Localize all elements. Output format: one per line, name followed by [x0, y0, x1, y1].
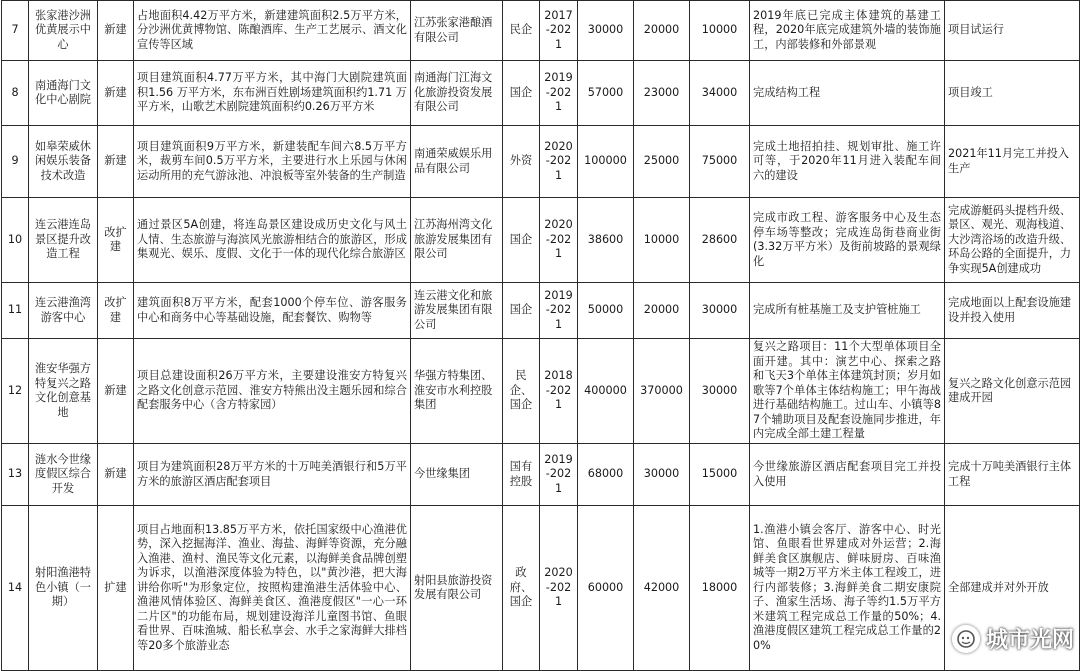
completed-investment: 23000: [634, 61, 690, 126]
row-number: 10: [2, 198, 29, 283]
project-owner: 南通荣威娱乐用品有限公司: [411, 126, 503, 198]
project-owner: 射阳县旅游投资发展有限公司: [411, 506, 503, 671]
annual-target: 完成地面以上配套设施建设并投入使用: [945, 283, 1080, 339]
completed-investment: 20000: [634, 1, 690, 61]
construction-content: 通过景区5A创建，将连岛景区建设成历史文化与风土人情、生态旅游与海滨风光旅游相结合的旅游区，形成集观光、娱乐、度假、文化于一体的现代化综合旅游区: [134, 198, 411, 283]
annual-target: 完成十万吨美酒银行主体工程: [945, 444, 1080, 506]
completed-investment: 10000: [634, 198, 690, 283]
construction-period: 2019-2021: [540, 283, 578, 339]
completed-investment: 20000: [634, 283, 690, 339]
total-investment: 50000: [578, 283, 634, 339]
annual-target: 项目试运行: [945, 1, 1080, 61]
progress-description: 复兴之路项目：11个大型单体项目全面开建。其中：演艺中心、探索之路和飞天3个单体主体建筑封顶；岁月如歌等7个单体主体结构施工；甲午海战进行基础结构施工。过山车、小镇等87个辅助项目及配套设施同步推进，年内完成全部土建工程量: [750, 339, 945, 444]
project-name: 南通海门文化中心剧院: [29, 61, 98, 126]
project-owner: 南通海门江海文化旅游投资发展有限公司: [411, 61, 503, 126]
progress-description: 完成所有桩基施工及支护管桩施工: [750, 283, 945, 339]
construction-type: 扩建: [98, 506, 134, 671]
completed-investment: 25000: [634, 126, 690, 198]
annual-target: 项目竣工: [945, 61, 1080, 126]
construction-type: 新建: [98, 444, 134, 506]
progress-description: 2019年底已完成主体建筑的基建工程，2020年底完成建筑外墙的装饰施工，内部装修和外部景观: [750, 1, 945, 61]
project-name: 如皋荣威休闲娱乐装备技术改造: [29, 126, 98, 198]
table-row: [2, 444, 1080, 506]
owner-nature: 民企、国企: [503, 339, 540, 444]
row-number: 8: [2, 61, 29, 126]
total-investment: 57000: [578, 61, 634, 126]
total-investment: 38600: [578, 198, 634, 283]
planned-investment: 10000: [690, 1, 750, 61]
row-number: 13: [2, 444, 29, 506]
planned-investment: 30000: [690, 339, 750, 444]
progress-description: 完成市政工程、游客服务中心及生态停车场等整改；完成连岛街巷商业街(3.32万平方米）及街前坡路的景观绿化: [750, 198, 945, 283]
table-row: [2, 506, 1080, 671]
project-owner: 华强方特集团、淮安市水利控股集团: [411, 339, 503, 444]
owner-nature: 外资: [503, 126, 540, 198]
construction-type: 新建: [98, 126, 134, 198]
progress-description: 今世缘旅游区酒店配套项目完工并投入使用: [750, 444, 945, 506]
planned-investment: 34000: [690, 61, 750, 126]
completed-investment: 30000: [634, 444, 690, 506]
completed-investment: 42000: [634, 506, 690, 671]
project-name: 射阳渔港特色小镇（一期）: [29, 506, 98, 671]
progress-description: 1.渔港小镇会客厅、游客中心、时光馆、鱼眼看世界建成对外运营；2.海鲜美食区旗舰店、鲜味厨房、百味渔城等一期2万平方米主体工程竣工，进行内部装修；3.海鲜美食二期安康院子、渔家生活场、海子等约1.5万平方米建筑工程完成总工作量的50%；4.渔港度假区建筑工程完成总工作量的20%: [750, 506, 945, 671]
construction-type: 新建: [98, 339, 134, 444]
total-investment: 60000: [578, 506, 634, 671]
table-row: [2, 126, 1080, 198]
completed-investment: 370000: [634, 339, 690, 444]
planned-investment: 18000: [690, 506, 750, 671]
planned-investment: 30000: [690, 283, 750, 339]
total-investment: 30000: [578, 1, 634, 61]
construction-type: 新建: [98, 1, 134, 61]
annual-target: 完成游艇码头提档升级、景区、观光、观海栈道、大沙湾浴场的改造升级、环岛公路的全面提升，力争实现5A创建成功: [945, 198, 1080, 283]
construction-period: 2019-2021: [540, 444, 578, 506]
construction-period: 2018-2021: [540, 339, 578, 444]
annual-target: 复兴之路文化创意示范园建成开园: [945, 339, 1080, 444]
total-investment: 100000: [578, 126, 634, 198]
project-name: 淮安华强方特复兴之路文化创意基地: [29, 339, 98, 444]
owner-nature: 国企: [503, 61, 540, 126]
watermark-text: 城市光网: [985, 628, 1074, 653]
project-owner: 连云港文化和旅游发展集团有限公司: [411, 283, 503, 339]
construction-period: 2020-2021: [540, 198, 578, 283]
project-name: 涟水今世缘度假区综合开发: [29, 444, 98, 506]
progress-description: 完成结构工程: [750, 61, 945, 126]
table-row: [2, 198, 1080, 283]
project-owner: 今世缘集团: [411, 444, 503, 506]
annual-target: 全部建成并对外开放: [945, 506, 1080, 671]
total-investment: 68000: [578, 444, 634, 506]
construction-type: 新建: [98, 61, 134, 126]
project-name: 连云港连岛景区提升改造工程: [29, 198, 98, 283]
project-name: 张家港沙洲优黄展示中心: [29, 1, 98, 61]
row-number: 14: [2, 506, 29, 671]
planned-investment: 15000: [690, 444, 750, 506]
planned-investment: 28600: [690, 198, 750, 283]
annual-target: 2021年11月完工并投入生产: [945, 126, 1080, 198]
owner-nature: 国企: [503, 283, 540, 339]
row-number: 11: [2, 283, 29, 339]
construction-type: 改扩建: [98, 198, 134, 283]
total-investment: 400000: [578, 339, 634, 444]
project-owner: 江苏海州湾文化旅游发展集团有限公司: [411, 198, 503, 283]
construction-content: 项目为建筑面积28万平方米的十万吨美酒银行和5万平方米的旅游区酒店配套项目: [134, 444, 411, 506]
table-row: [2, 61, 1080, 126]
construction-content: 项目建筑面积9万平方米，新建装配车间六8.5万平方米，裁剪车间0.5万平方米，主要进行水上乐园与休闲运动所用的充气游泳池、冲浪板等室外装备的生产制造: [134, 126, 411, 198]
table-row: [2, 283, 1080, 339]
construction-content: 项目总建设面积26万平方米，主要建设淮安方特复兴之路文化创意示范园、淮安方特熊出没主题乐园和综合配套服务中心（含方特家园）: [134, 339, 411, 444]
owner-nature: 国有控股: [503, 444, 540, 506]
construction-content: 占地面积4.42万平方米，新建建筑面积2.5万平方米，分沙洲优黄博物馆、陈酿酒库、生产工艺展示、酒文化宣传等区域: [134, 1, 411, 61]
project-owner: 江苏张家港酿酒有限公司: [411, 1, 503, 61]
construction-period: 2019-2021: [540, 61, 578, 126]
construction-content: 项目建筑面积4.77万平方米，其中海门大剧院建筑面积1.56 万平方米，东布洲百姓剧场建筑面积约1.71 万平方米，山歌艺术剧院建筑面积约0.26万平方米: [134, 61, 411, 126]
construction-period: 2020-2021: [540, 506, 578, 671]
planned-investment: 75000: [690, 126, 750, 198]
project-name: 连云港渔湾游客中心: [29, 283, 98, 339]
construction-type: 改扩建: [98, 283, 134, 339]
progress-description: 完成土地招拍挂、规划审批、施工许可等，于2020年11月进入装配车间六的建设: [750, 126, 945, 198]
row-number: 7: [2, 1, 29, 61]
owner-nature: 国企: [503, 198, 540, 283]
table-row: [2, 339, 1080, 444]
construction-period: 2020-2021: [540, 126, 578, 198]
owner-nature: 政府、国企: [503, 506, 540, 671]
construction-period: 2017-2021: [540, 1, 578, 61]
owner-nature: 民企: [503, 1, 540, 61]
construction-content: 建筑面积8万平方米，配套1000个停车位、游客服务中心和商务中心等基础设施，配套餐饮、购物等: [134, 283, 411, 339]
table-row: [2, 1, 1080, 61]
construction-content: 项目占地面积13.85万平方米，依托国家级中心渔港优势，深入挖掘海洋、渔业、海盐、海鲜等资源，充分融入渔港、渔村、渔民等文化元素，以海鲜美食品牌创塑为诉求，以渔港深度体验为特色，以"黄沙港，把大海讲给你听"为形象定位，按照构建渔港生活体验中心、渔港风情体验区、海鲜美食区、渔港度假区"一心一环二片区"的功能布局，规划建设海洋儿童图书馆、鱼眼看世界、百味渔城、船长私享会、水手之家海鲜大排档等20多个旅游业态: [134, 506, 411, 671]
row-number: 12: [2, 339, 29, 444]
project-table: [1, 0, 1080, 671]
row-number: 9: [2, 126, 29, 198]
